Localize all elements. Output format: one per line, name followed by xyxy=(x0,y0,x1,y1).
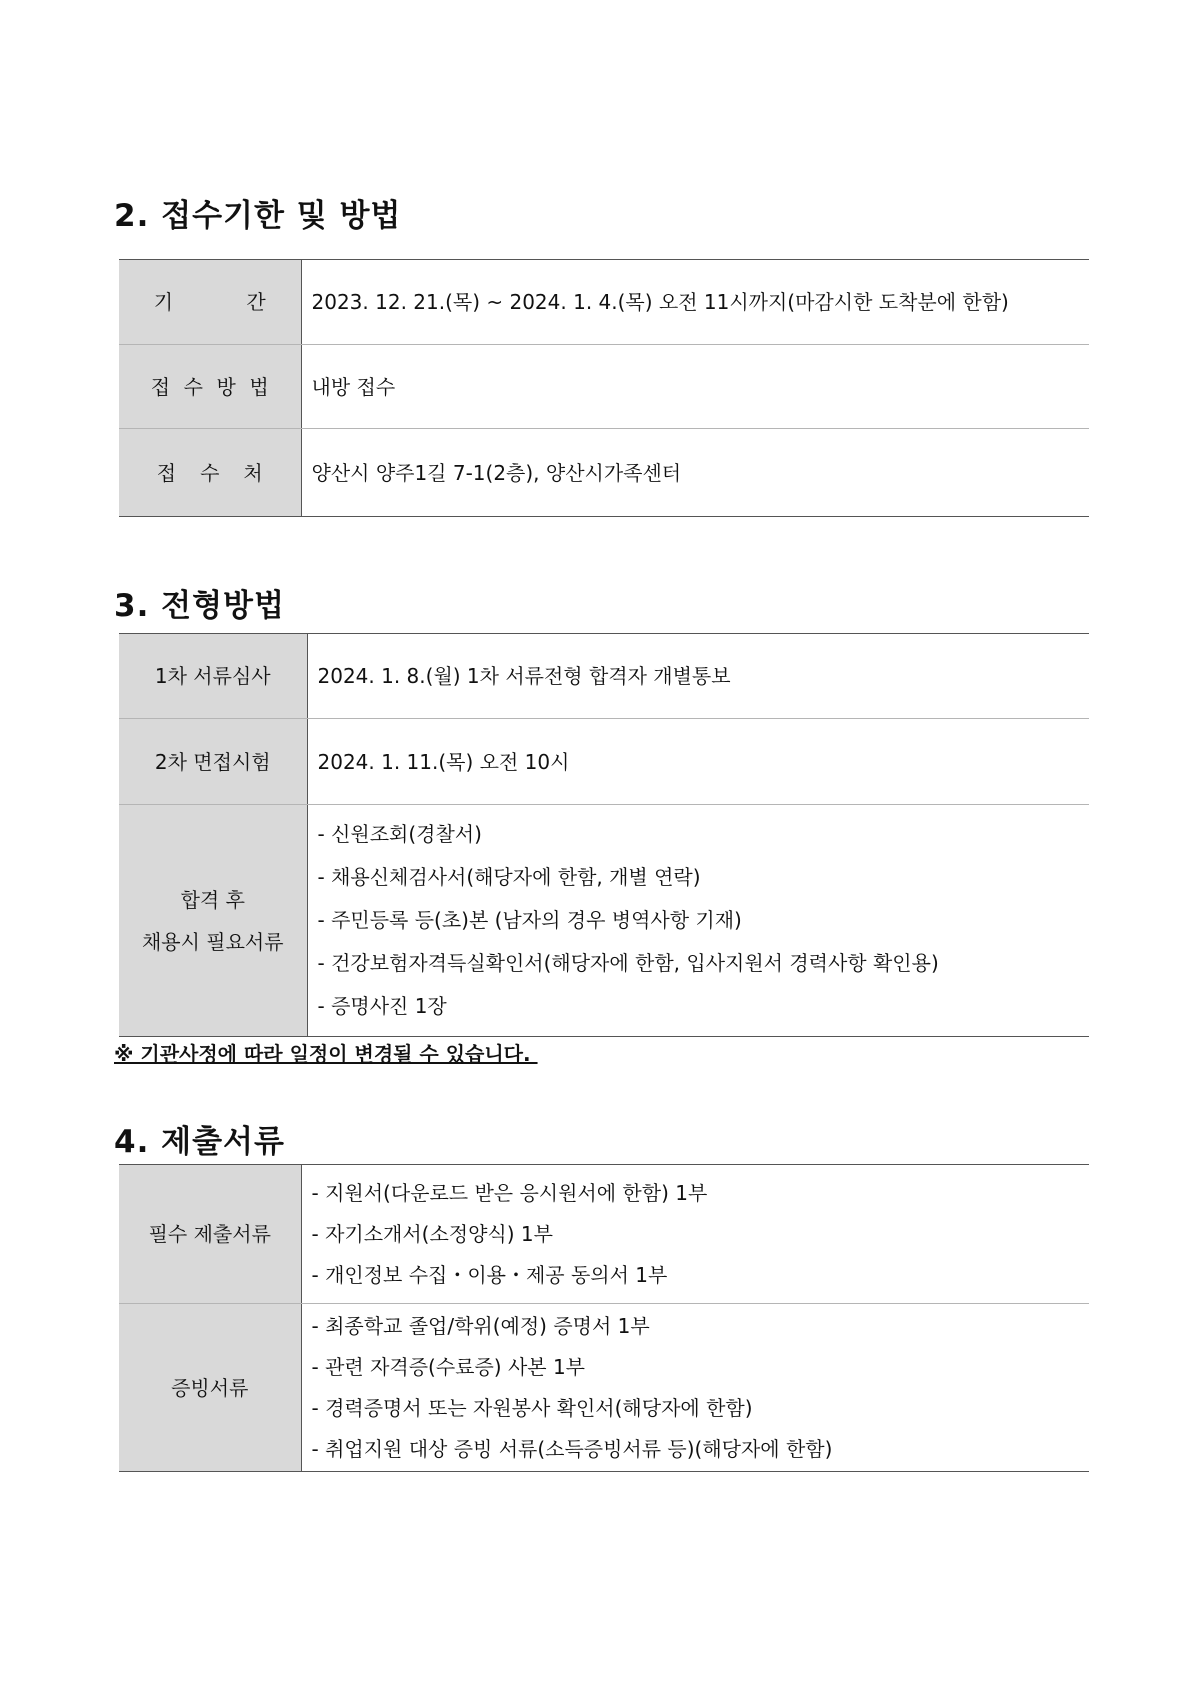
list-item: - 채용신체검사서(해당자에 한함, 개별 연락) xyxy=(317,865,701,889)
table-row xyxy=(119,429,1089,517)
section-2-title: 2. 접수기한 및 방법 xyxy=(114,198,402,234)
section-3-title: 3. 전형방법 xyxy=(114,588,285,624)
list-item: - 개인정보 수집・이용・제공 동의서 1부 xyxy=(311,1262,668,1287)
required-docs-label xyxy=(119,805,307,1037)
location-label xyxy=(119,429,301,517)
list-item: - 신원조회(경찰서) xyxy=(317,822,482,846)
second-stage-value: 2024. 1. 11.(목) 오전 10시 xyxy=(307,719,1089,805)
label-line: 채용시 필요서류 xyxy=(141,929,284,954)
list-item: - 지원서(다운로드 받은 응시원서에 한함) 1부 xyxy=(311,1180,708,1205)
section-4-title: 4. 제출서류 xyxy=(114,1124,285,1160)
list-item: - 증명사진 1장 xyxy=(317,994,447,1018)
table-row xyxy=(119,1304,1089,1472)
list-item: - 주민등록 등(초)본 (남자의 경우 병역사항 기재) xyxy=(317,908,742,932)
location-value: 양산시 양주1길 7-1(2층), 양산시가족센터 xyxy=(301,429,1089,517)
list-item: - 자기소개서(소정양식) 1부 xyxy=(311,1221,553,1246)
table-row xyxy=(119,1165,1089,1304)
document-list xyxy=(312,1306,1090,1470)
list-item: - 경력증명서 또는 자원봉사 확인서(해당자에 한함) xyxy=(311,1395,753,1420)
table-row xyxy=(119,634,1089,719)
schedule-change-notice: ※ 기관사정에 따라 일정이 변경될 수 있습니다. xyxy=(114,1042,538,1066)
application-period-table xyxy=(119,259,1089,517)
method-value: 내방 접수 xyxy=(301,345,1089,429)
document-list xyxy=(312,1173,1090,1296)
label-char: 법 xyxy=(249,374,269,399)
first-stage-label: 1차 서류심사 xyxy=(119,634,307,719)
list-item: - 최종학교 졸업/학위(예정) 증명서 1부 xyxy=(311,1313,650,1338)
required-docs-list xyxy=(307,805,1089,1037)
table-row xyxy=(119,260,1089,345)
supporting-docs-label: 증빙서류 xyxy=(119,1304,301,1472)
label-char: 간 xyxy=(246,290,266,314)
label-char: 접 xyxy=(150,374,171,399)
list-item: - 건강보험자격득실확인서(해당자에 한함, 입사지원서 경력사항 확인용) xyxy=(317,951,939,975)
document-list xyxy=(318,813,1090,1028)
supporting-docs-list xyxy=(301,1304,1089,1472)
list-item: - 취업지원 대상 증빙 서류(소득증빙서류 등)(해당자에 한함) xyxy=(311,1436,833,1461)
period-value: 2023. 12. 21.(목) ~ 2024. 1. 4.(목) 오전 11시까지(마감시한 도착분에 한함) xyxy=(301,260,1089,345)
label-char: 처 xyxy=(243,460,263,485)
label-char: 수 xyxy=(183,374,203,399)
table-row xyxy=(119,805,1089,1037)
submission-documents-table xyxy=(119,1164,1089,1472)
period-label xyxy=(119,260,301,345)
selection-method-table xyxy=(119,633,1089,1037)
first-stage-value: 2024. 1. 8.(월) 1차 서류전형 합격자 개별통보 xyxy=(307,634,1089,719)
method-label xyxy=(119,345,301,429)
table-row xyxy=(119,345,1089,429)
label-line: 합격 후 xyxy=(180,887,245,912)
second-stage-label: 2차 면접시험 xyxy=(119,719,307,805)
mandatory-docs-list xyxy=(301,1165,1089,1304)
table-row xyxy=(119,719,1089,805)
mandatory-docs-label: 필수 제출서류 xyxy=(119,1165,301,1304)
label-char: 접 xyxy=(156,460,177,485)
label-char: 방 xyxy=(216,374,236,399)
list-item: - 관련 자격증(수료증) 사본 1부 xyxy=(311,1354,585,1379)
label-char: 수 xyxy=(200,460,220,485)
label-char: 기 xyxy=(153,290,174,314)
